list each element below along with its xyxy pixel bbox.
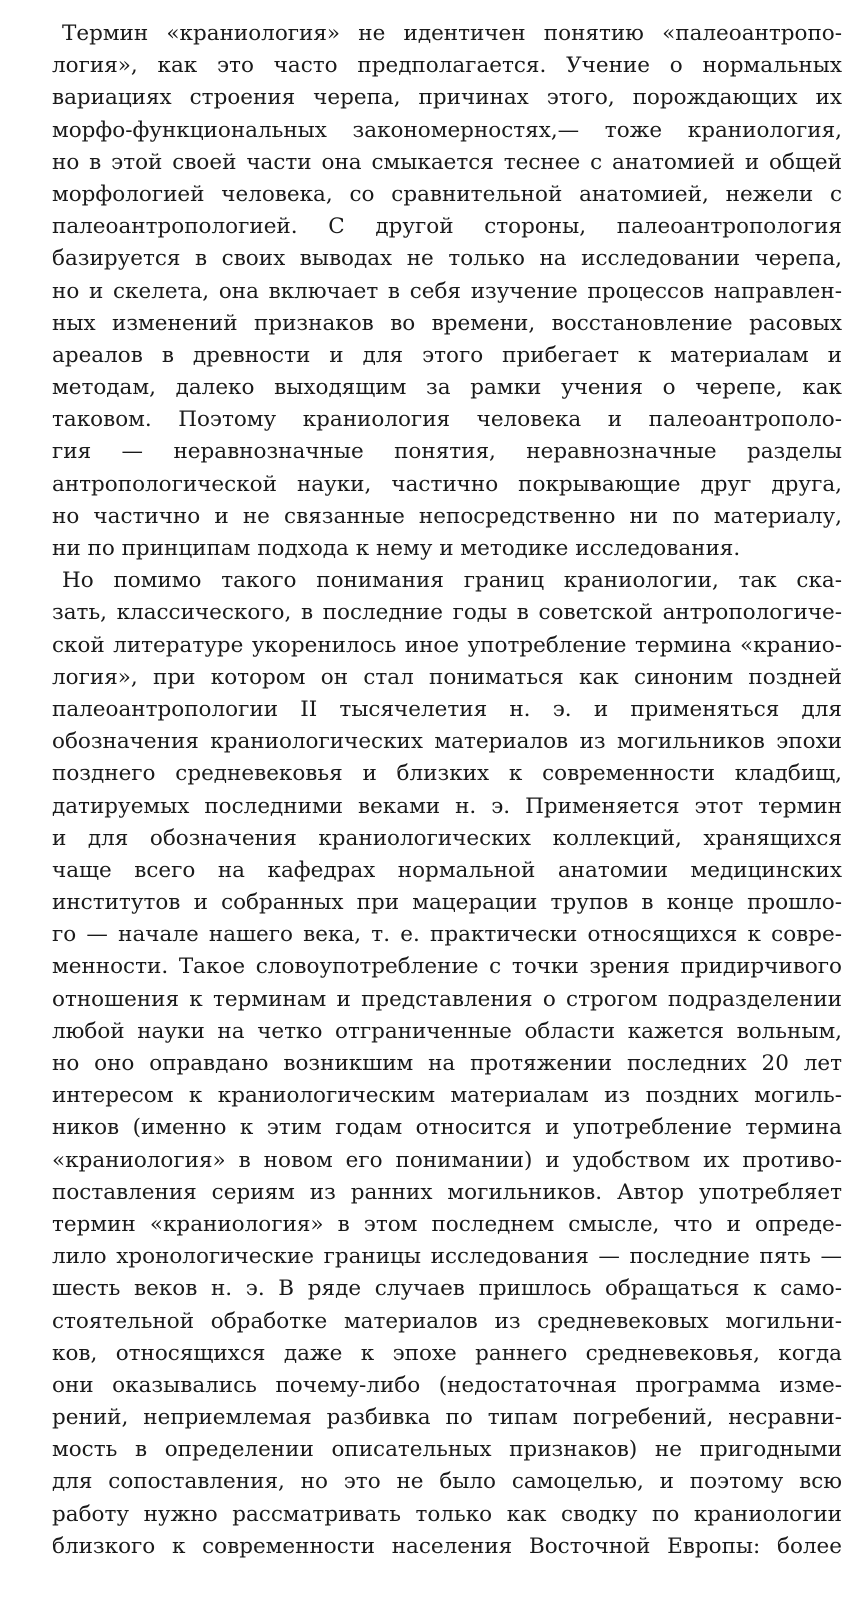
text-line: базируется в своих выводах не только на исследовании черепа, <box>52 246 842 272</box>
text-line: рений, неприемлемая разбивка по типам погребений, несравни- <box>52 1405 842 1431</box>
text-line: вариациях строения черепа, причинах этого, порождающих их <box>52 85 842 111</box>
text-line: «краниология» в новом его понимании) и удобством их противо- <box>52 1147 842 1173</box>
text-line: ных изменений признаков во времени, восстановление расовых <box>52 310 842 336</box>
text-line: интересом к краниологическим материалам из поздних могиль- <box>52 1083 842 1109</box>
text-line: палеоантропологии II тысячелетия н. э. и применяться для <box>52 696 842 722</box>
text-line: морфо-функциональных закономерностях,— тоже краниология, <box>52 117 842 143</box>
text-line: датируемых последними веками н. э. Применяется этот термин <box>52 793 842 819</box>
text-line: морфологией человека, со сравнительной анатомией, нежели с <box>52 181 842 207</box>
text-line: чаще всего на кафедрах нормальной анатомии медицинских <box>52 857 842 883</box>
text-line: ников (именно к этим годам относится и употребление термина <box>52 1115 842 1141</box>
paragraph-1 <box>52 18 842 565</box>
text-line: но оно оправдано возникшим на протяжении последних 20 лет <box>52 1051 842 1076</box>
text-line: мость в определении описательных признаков) не пригодными <box>52 1437 842 1463</box>
text-line: логия», как это часто предполагается. Учение о нормальных <box>52 53 842 79</box>
text-line: логия», при котором он стал пониматься как синоним поздней <box>52 664 842 690</box>
text-line: любой науки на четко отграниченные области кажется вольным, <box>52 1018 842 1044</box>
text-line: позднего средневековья и близких к современности кладбищ, <box>52 761 842 787</box>
text-line: институтов и собранных при мацерации трупов в конце прошло- <box>52 890 842 916</box>
text-line: шесть веков н. э. В ряде случаев пришлось обращаться к само- <box>52 1276 842 1302</box>
text-line: ков, относящихся даже к эпохе раннего средневековья, когда <box>52 1340 842 1366</box>
text-line: ни по принципам подхода к нему и методике исследования. <box>52 536 741 561</box>
text-line: зать, классического, в последние годы в советской антропологиче- <box>52 600 842 626</box>
text-line: ской литературе укоренилось иное употребление термина «кранио- <box>52 632 842 658</box>
text-line: палеоантропологией. С другой стороны, палеоантропология <box>52 214 842 240</box>
text-line: обозначения краниологических материалов из могильников эпохи <box>52 729 842 755</box>
text-line: но в этой своей части она смыкается теснее с анатомией и общей <box>52 149 842 175</box>
text-line: антропологической науки, частично покрывающие друг друга, <box>52 471 842 497</box>
paragraph-2 <box>52 565 842 1563</box>
text-line: для сопоставления, но это не было самоцелью, и поэтому всю <box>52 1469 842 1495</box>
text-line: стоятельной обработке материалов из средневековых могильни- <box>52 1308 842 1334</box>
text-line: и для обозначения краниологических коллекций, хранящихся <box>52 825 842 851</box>
text-line: Термин «краниология» не идентичен понятию «палеоантропо- <box>62 21 842 46</box>
text-line: Но помимо такого понимания границ краниологии, так ска- <box>62 568 842 594</box>
text-line: менности. Такое словоупотребление с точки зрения придирчивого <box>52 954 842 980</box>
text-line: лило хронологические границы исследования — последние пять — <box>52 1244 842 1270</box>
text-line: близкого к современности населения Восточной Европы: более <box>52 1533 842 1559</box>
text-line: поставления сериям из ранних могильников. Автор употребляет <box>52 1179 842 1205</box>
body-text <box>52 18 842 1563</box>
text-line: термин «краниология» в этом последнем смысле, что и опреде- <box>52 1211 842 1237</box>
text-line: они оказывались почему-либо (недостаточная программа изме- <box>52 1372 842 1398</box>
text-line: но частично и не связанные непосредственно ни по материалу, <box>52 503 842 529</box>
text-line: ареалов в древности и для этого прибегает к материалам и <box>52 342 842 368</box>
text-line: отношения к терминам и представления о строгом подразделении <box>52 986 842 1012</box>
text-line: методам, далеко выходящим за рамки учения о черепе, как <box>52 375 842 401</box>
text-line: работу нужно рассматривать только как сводку по краниологии <box>52 1501 842 1527</box>
text-line: таковом. Поэтому краниология человека и палеоантрополо- <box>52 407 842 433</box>
text-line: но и скелета, она включает в себя изучение процессов направлен- <box>52 278 842 304</box>
text-line: гия — неравнозначные понятия, неравнозначные разделы <box>52 439 842 465</box>
text-line: го — начале нашего века, т. е. практически относящихся к совре- <box>52 922 842 948</box>
